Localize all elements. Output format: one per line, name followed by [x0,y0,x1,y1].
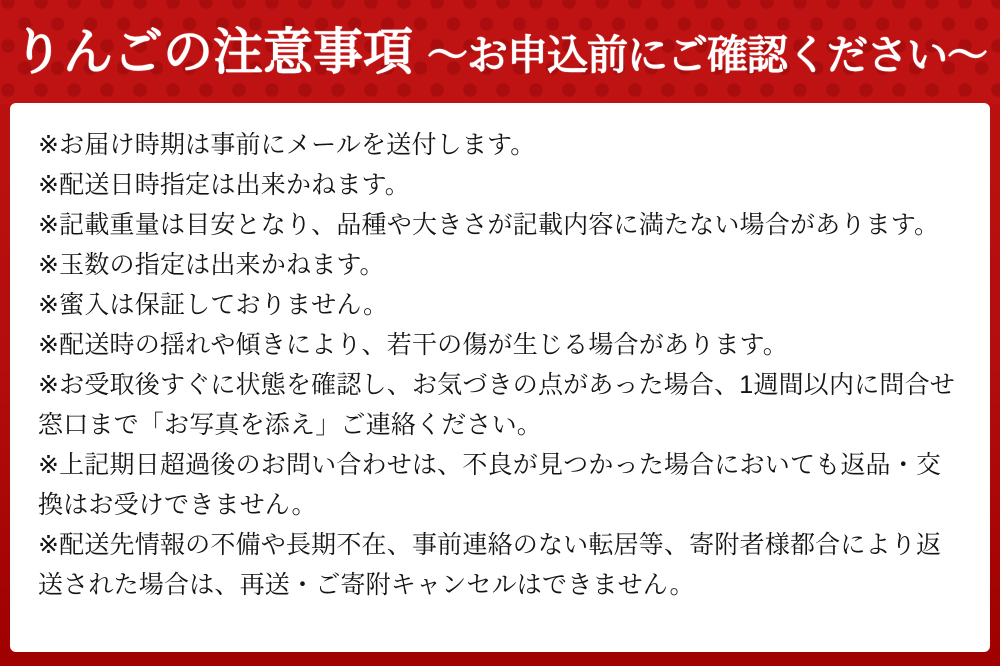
bottom-frame-strip [0,652,1000,666]
notice-item: ※配送日時指定は出来かねます。 [38,171,410,199]
notice-item: ※上記期日超過後のお問い合わせは、不良が見つかった場合においても返品・交換はお受けできません。 [38,451,942,519]
notice-panel [10,103,990,652]
notice-item: ※玉数の指定は出来かねます。 [38,251,385,279]
notice-item: ※配送先情報の不備や長期不在、事前連絡のない転居等、寄附者様都合により返送された場合は、再送・ご寄附キャンセルはできません。 [38,531,942,599]
notice-item: ※配送時の揺れや傾きにより、若干の傷が生じる場合があります。 [38,331,788,359]
notice-item: ※蜜入は保証しておりません。 [38,291,389,319]
notice-item: ※お届け時期は事前にメールを送付します。 [38,131,536,159]
notice-subtitle: ～お申込前にご確認ください～ [427,32,987,78]
notice-item: ※記載重量は目安となり、品種や大きさが記載内容に満たない場合があります。 [38,211,940,239]
notice-item: ※お受取後すぐに状態を確認し、お気づきの点があった場合、1週間以内に問合せ窓口まで「お写真を添え」ご連絡ください。 [38,371,956,439]
notice-title: りんごの注意事項 [13,24,413,80]
notice-header-band [0,0,1000,104]
